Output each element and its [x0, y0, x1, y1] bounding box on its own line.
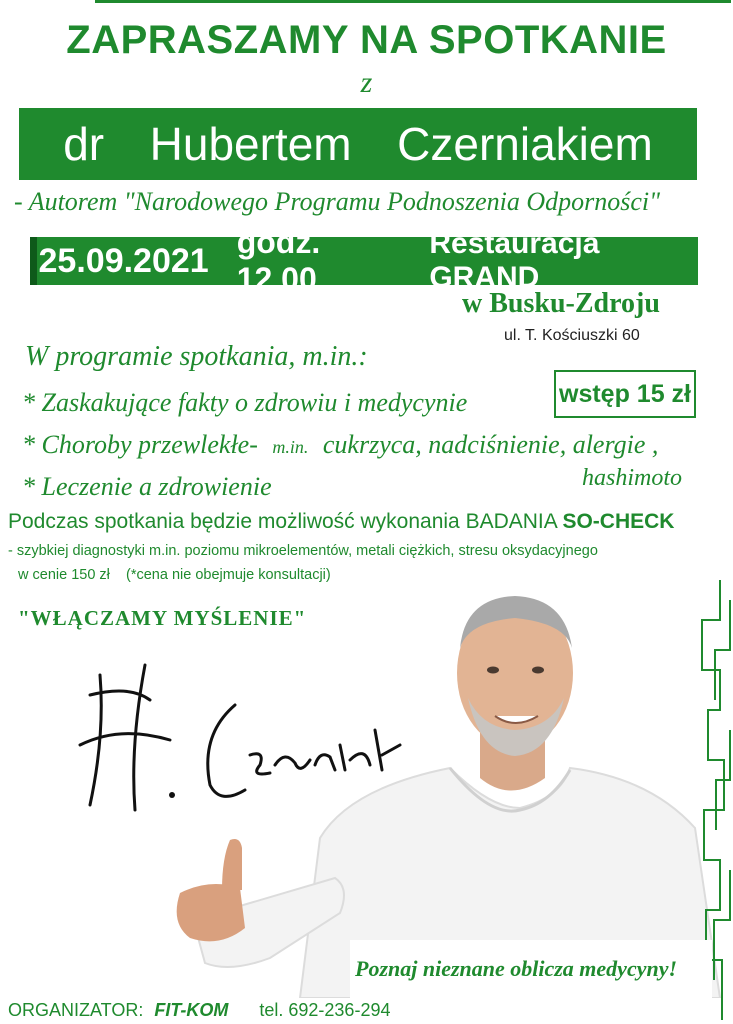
event-venue: Restauracja GRAND: [429, 227, 600, 294]
caption: Poznaj nieznane oblicza medycyny!: [355, 956, 678, 981]
slogan: "WŁĄCZAMY MYŚLENIE": [18, 606, 307, 630]
date-banner: [30, 224, 698, 297]
socheck-prefix: Podczas spotkania będzie możliwość wykonania BADANIA: [8, 510, 563, 533]
speaker-name: dr Hubertem Czerniakiem: [63, 118, 653, 170]
socheck-bold: SO-CHECK: [562, 510, 675, 533]
entry-fee-badge: wstęp 15 zł: [554, 370, 696, 418]
program-item-2-prefix: * Choroby przewlekłe-: [22, 430, 258, 459]
program-item-2-small: m.in.: [272, 437, 309, 457]
socheck-detail-2: w cenie 150 zł (*cena nie obejmuje konsultacji): [18, 567, 331, 583]
event-street: ul. T. Kościuszki 60: [504, 327, 640, 344]
connector-z: z: [360, 66, 373, 99]
banner-edge: [30, 237, 37, 285]
event-city: w Busku-Zdroju: [462, 288, 660, 319]
program-item-2: [22, 430, 658, 460]
program-item-3: * Leczenie a zdrowienie: [22, 472, 272, 501]
speaker-banner: [19, 108, 697, 180]
signature: [60, 645, 420, 825]
organizer-label: ORGANIZATOR:: [8, 1000, 144, 1020]
headline: ZAPRASZAMY NA SPOTKANIE: [66, 18, 667, 62]
event-time: godz. 12.00: [236, 224, 321, 297]
footer-organizer: [8, 1000, 390, 1021]
program-item-2-cont: hashimoto: [582, 465, 683, 491]
program-title: W programie spotkania, m.in.:: [25, 341, 368, 372]
event-date: 25.09.2021: [38, 241, 209, 280]
top-rule: [95, 0, 731, 3]
organizer-brand: FIT-KOM: [154, 1000, 229, 1020]
author-line: - Autorem "Narodowego Programu Podnoszenia Odporności": [14, 187, 661, 216]
program-item-1: * Zaskakujące fakty o zdrowiu i medycynie: [22, 388, 468, 417]
socheck-line: [8, 510, 674, 534]
socheck-detail-1: - szybkiej diagnostyki m.in. poziomu mikroelementów, metali ciężkich, stresu oksydacyjnego: [8, 543, 598, 559]
organizer-phone: tel. 692-236-294: [259, 1000, 391, 1020]
program-item-2-rest: cukrzyca, nadciśnienie, alergie ,: [322, 430, 659, 459]
